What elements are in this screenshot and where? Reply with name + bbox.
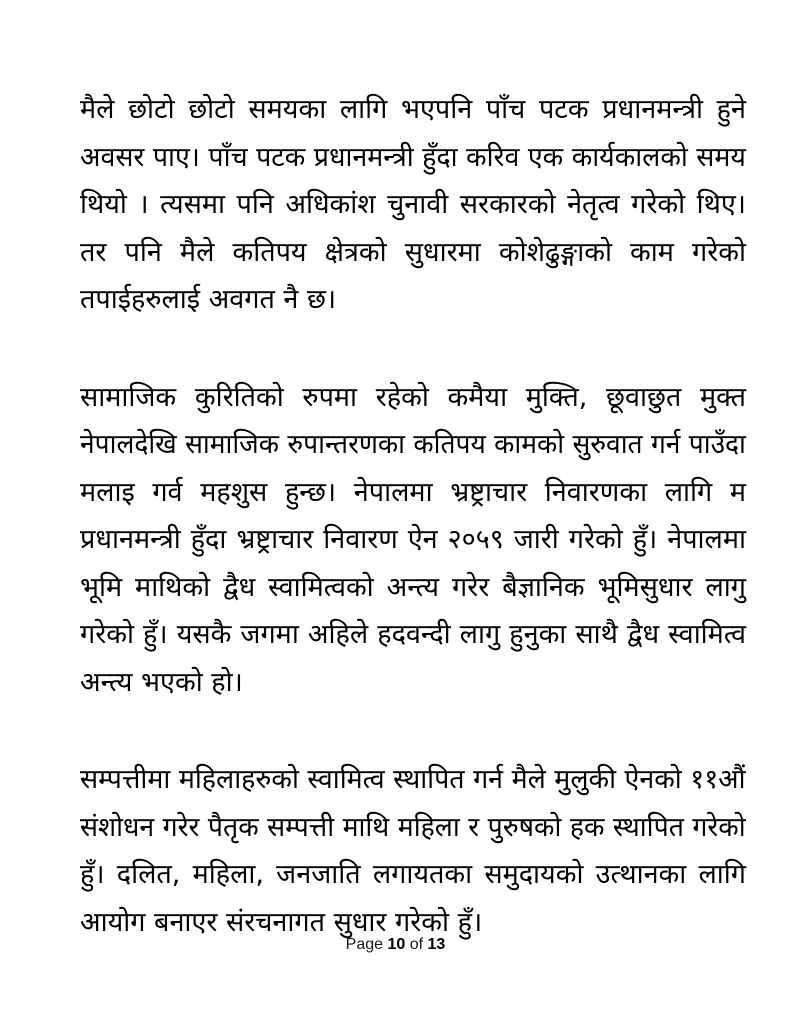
- text-line: सम्पत्तीमा महिलाहरुको स्वामित्व स्थापित गर्न मैले मुलुकी ऐनको ११औं: [80, 764, 746, 795]
- document-body: [80, 86, 746, 946]
- text-line: मैले छोटो छोटो समयका लागि भएपनि पाँच पटक प्रधानमन्त्री हुने: [80, 94, 746, 125]
- text-line: गरेको हुँ। यसकै जगमा अहिले हदवन्दी लागु हुनुका साथै द्वैध स्वामित्व: [80, 619, 746, 650]
- text-line: संशोधन गरेर पैतृक सम्पत्ती माथि महिला र पुरुषको हक स्थापित गरेको: [80, 811, 746, 843]
- text-line: प्रधानमन्त्री हुँदा भ्रष्ट्राचार निवारण ऐन २०५९ जारी गरेको हुँ। नेपालमा: [80, 524, 746, 555]
- of-label: of: [409, 936, 424, 953]
- text-line: थियो । त्यसमा पनि अधिकांश चुनावी सरकारको नेतृत्व गरेको थिए।: [80, 189, 746, 220]
- paragraph-3: [80, 756, 746, 946]
- total-pages: 13: [427, 936, 446, 953]
- page-number: 10: [387, 936, 406, 953]
- paragraph-2: [80, 374, 746, 707]
- text-line: नेपालदेखि सामाजिक रुपान्तरणका कतिपय कामको सुरुवात गर्न पाउँदा: [80, 429, 746, 460]
- text-line: तपाईहरुलाई अवगत नै छ।: [80, 284, 337, 315]
- text-line: तर पनि मैले कतिपय क्षेत्रको सुधारमा कोशेढुङ्गाको काम गरेको: [80, 236, 746, 268]
- text-line: मलाइ गर्व महशुस हुन्छ। नेपालमा भ्रष्ट्राचार निवारणका लागि म: [80, 476, 746, 508]
- page-label: Page: [345, 936, 384, 953]
- page-footer: [0, 936, 791, 954]
- text-line: हुँ। दलित, महिला, जनजाति लगायतका समुदायको उत्थानका लागि: [80, 859, 746, 890]
- text-line: अन्त्य भएको हो।: [80, 666, 243, 698]
- text-line: भूमि माथिको द्वैध स्वामित्वको अन्त्य गरेर बैज्ञानिक भूमिसुधार लागु: [80, 571, 746, 603]
- text-line: आयोग बनाएर संरचनागत सुधार गरेको हुँ।: [80, 906, 483, 938]
- paragraph-1: [80, 86, 746, 324]
- text-line: अवसर पाए। पाँच पटक प्रधानमन्त्री हुँदा करिव एक कार्यकालको समय: [80, 141, 746, 173]
- text-line: सामाजिक कुरितिको रुपमा रहेको कमैया मुक्ति, छूवाछुत मुक्त: [80, 381, 746, 413]
